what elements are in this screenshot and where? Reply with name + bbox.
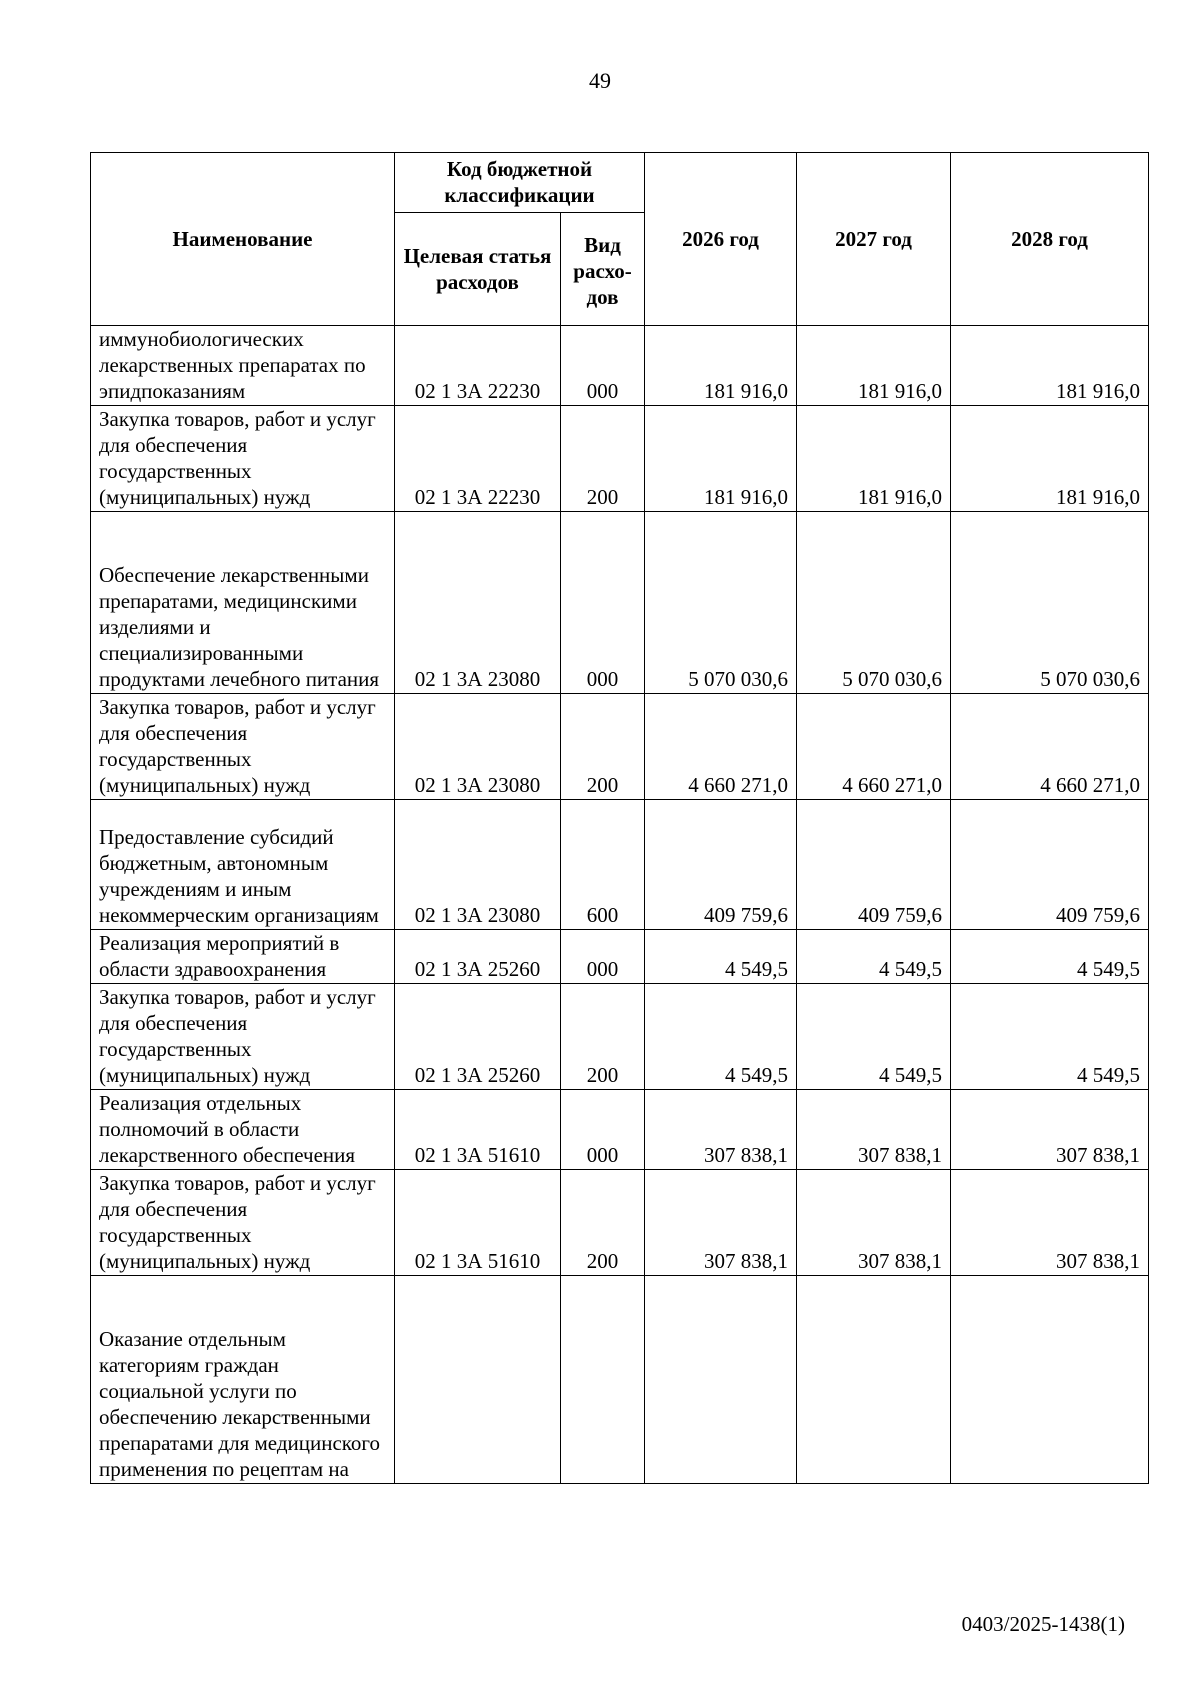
header-year-2028: 2028 год	[951, 153, 1149, 326]
row-name: Реализация мероприятий в области здравоохранения	[91, 930, 395, 984]
row-expense-kind: 200	[561, 1170, 645, 1276]
row-value-2027: 181 916,0	[797, 326, 951, 406]
row-value-2028: 307 838,1	[951, 1170, 1149, 1276]
row-target-article: 02 1 3А 25260	[395, 930, 561, 984]
row-expense-kind: 200	[561, 984, 645, 1090]
table-header	[91, 153, 1149, 326]
table-row	[91, 930, 1149, 984]
table-row	[91, 326, 1149, 406]
row-name: Реализация отдельных полномочий в области лекарственного обеспечения	[91, 1090, 395, 1170]
row-value-2028: 4 549,5	[951, 930, 1149, 984]
row-value-2028: 5 070 030,6	[951, 512, 1149, 694]
header-kbk-group: Код бюджетной классификации	[395, 153, 645, 213]
row-target-article: 02 1 3А 51610	[395, 1170, 561, 1276]
row-value-2026: 307 838,1	[645, 1170, 797, 1276]
row-target-article	[395, 1276, 561, 1484]
row-name: Закупка товаров, работ и услуг для обеспечения государственных (муниципальных) нужд	[91, 406, 395, 512]
row-value-2026: 409 759,6	[645, 800, 797, 930]
row-expense-kind	[561, 1276, 645, 1484]
row-target-article: 02 1 3А 23080	[395, 694, 561, 800]
table-row	[91, 1170, 1149, 1276]
row-value-2026: 5 070 030,6	[645, 512, 797, 694]
row-name: иммунобиологических лекарственных препаратах по эпидпоказаниям	[91, 326, 395, 406]
row-value-2026: 4 549,5	[645, 930, 797, 984]
row-expense-kind: 200	[561, 406, 645, 512]
header-year-2027: 2027 год	[797, 153, 951, 326]
row-value-2027: 307 838,1	[797, 1090, 951, 1170]
row-value-2027	[797, 1276, 951, 1484]
row-value-2028: 181 916,0	[951, 406, 1149, 512]
row-value-2026: 4 660 271,0	[645, 694, 797, 800]
row-value-2028: 409 759,6	[951, 800, 1149, 930]
row-name: Закупка товаров, работ и услуг для обеспечения государственных (муниципальных) нужд	[91, 1170, 395, 1276]
row-value-2027: 4 549,5	[797, 930, 951, 984]
header-expense-kind: Вид расхо-дов	[561, 213, 645, 326]
header-name: Наименование	[91, 153, 395, 326]
row-value-2028: 307 838,1	[951, 1090, 1149, 1170]
document-id: 0403/2025-1438(1)	[961, 1612, 1125, 1636]
row-expense-kind: 000	[561, 512, 645, 694]
row-value-2026	[645, 1276, 797, 1484]
row-name: Обеспечение лекарственными препаратами, медицинскими изделиями и специализированными продуктами лечебного питания	[91, 512, 395, 694]
row-expense-kind: 000	[561, 326, 645, 406]
budget-table	[90, 152, 1149, 1484]
table-row	[91, 800, 1149, 930]
row-value-2026: 307 838,1	[645, 1090, 797, 1170]
row-expense-kind: 000	[561, 930, 645, 984]
row-value-2027: 4 660 271,0	[797, 694, 951, 800]
row-name: Оказание отдельным категориям граждан социальной услуги по обеспечению лекарственными препаратами для медицинского применения по рецептам на	[91, 1276, 395, 1484]
row-expense-kind: 000	[561, 1090, 645, 1170]
row-value-2028: 4 660 271,0	[951, 694, 1149, 800]
header-year-2026: 2026 год	[645, 153, 797, 326]
table-row	[91, 694, 1149, 800]
row-value-2026: 4 549,5	[645, 984, 797, 1090]
page-number: 49	[589, 68, 611, 93]
row-target-article: 02 1 3А 25260	[395, 984, 561, 1090]
table-row	[91, 1276, 1149, 1484]
row-target-article: 02 1 3А 23080	[395, 800, 561, 930]
row-value-2028: 4 549,5	[951, 984, 1149, 1090]
row-name: Предоставление субсидий бюджетным, автономным учреждениям и иным некоммерческим организациям	[91, 800, 395, 930]
row-value-2027: 5 070 030,6	[797, 512, 951, 694]
table-row	[91, 406, 1149, 512]
row-value-2027: 409 759,6	[797, 800, 951, 930]
row-value-2027: 307 838,1	[797, 1170, 951, 1276]
table-row	[91, 1090, 1149, 1170]
row-value-2028	[951, 1276, 1149, 1484]
row-value-2027: 4 549,5	[797, 984, 951, 1090]
row-value-2026: 181 916,0	[645, 406, 797, 512]
table-row	[91, 984, 1149, 1090]
header-target-article: Целевая статья расходов	[395, 213, 561, 326]
row-name: Закупка товаров, работ и услуг для обеспечения государственных (муниципальных) нужд	[91, 984, 395, 1090]
row-name: Закупка товаров, работ и услуг для обеспечения государственных (муниципальных) нужд	[91, 694, 395, 800]
row-expense-kind: 200	[561, 694, 645, 800]
row-value-2028: 181 916,0	[951, 326, 1149, 406]
row-target-article: 02 1 3А 22230	[395, 406, 561, 512]
table-row	[91, 512, 1149, 694]
row-target-article: 02 1 3А 22230	[395, 326, 561, 406]
row-expense-kind: 600	[561, 800, 645, 930]
row-target-article: 02 1 3А 51610	[395, 1090, 561, 1170]
row-target-article: 02 1 3А 23080	[395, 512, 561, 694]
row-value-2026: 181 916,0	[645, 326, 797, 406]
row-value-2027: 181 916,0	[797, 406, 951, 512]
table-body	[91, 326, 1149, 1484]
header-row-top	[91, 153, 1149, 213]
